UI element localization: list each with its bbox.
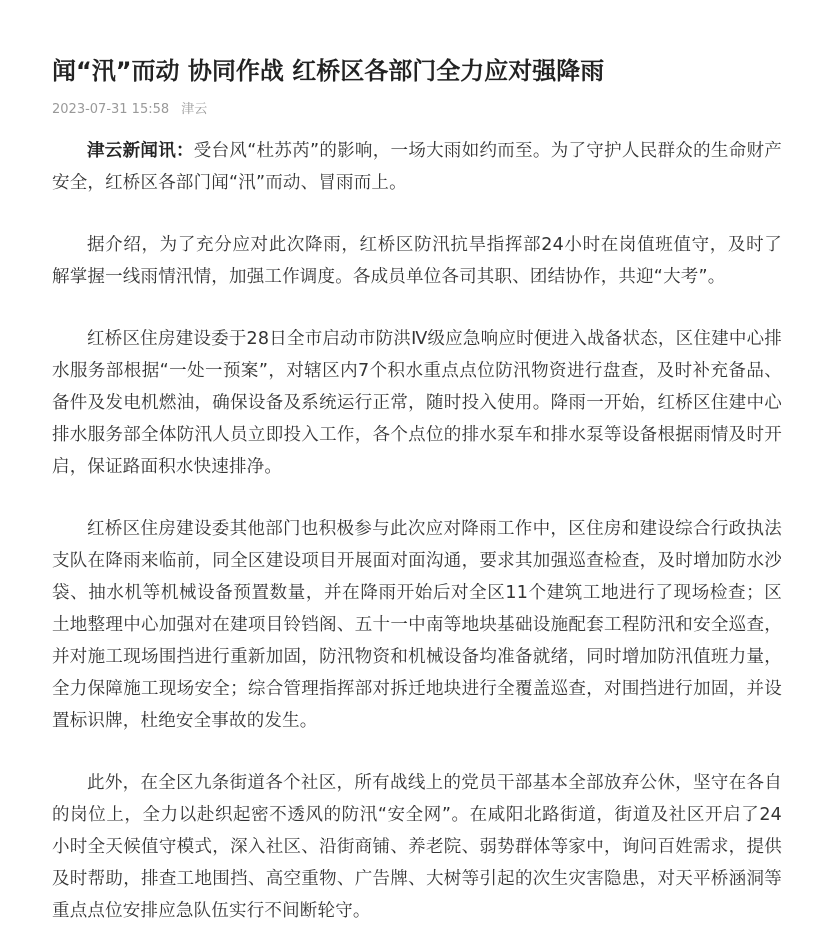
paragraph: 红桥区住房建设委其他部门也积极参与此次应对降雨工作中，区住房和建设综合行政执法支队在降雨来临前，同全区建设项目开展面对面沟通，要求其加强巡查检查，及时增加防水沙袋、抽水机等机械设备预置数量，并在降雨开始后对全区11个建筑工地进行了现场检查；区土地整理中心加强对在建项目铃铛阁、五十一中南等地块基础设施配套工程防汛和安全巡查，并对施工现场围挡进行重新加固，防汛物资和机械设备均准备就绪，同时增加防汛值班力量，全力保障施工现场安全；综合管理指挥部对拆迁地块进行全覆盖巡查，对围挡进行加固，并设置标识牌，杜绝安全事故的发生。	[52, 519, 782, 731]
paragraph: 据介绍，为了充分应对此次降雨，红桥区防汛抗旱指挥部24小时在岗值班值守，及时了解掌握一线雨情汛情，加强工作调度。各成员单位各司其职、团结协作，共迎“大考”。	[52, 235, 782, 287]
publish-date: 2023-07-31 15:58	[52, 102, 170, 117]
article	[52, 0, 782, 927]
paragraph: 此外，在全区九条街道各个社区，所有战线上的党员干部基本全部放弃公休，坚守在各自的岗位上，全力以赴织起密不透风的防汛“安全网”。在咸阳北路街道，街道及社区开启了24小时全天候值守模式，深入社区、沿街商铺、养老院、弱势群体等家中，询问百姓需求，提供及时帮助，排查工地围挡、高空重物、广告牌、大树等引起的次生灾害隐患，对天平桥涵洞等重点点位安排应急队伍实行不间断轮守。	[52, 773, 782, 921]
paragraph	[52, 135, 782, 199]
article-body	[52, 135, 782, 927]
article-source[interactable]: 津云	[181, 102, 208, 117]
lead-label: 津云新闻讯：	[87, 141, 194, 161]
article-meta	[52, 100, 782, 120]
paragraph-text: 受台风“杜苏芮”的影响，一场大雨如约而至。为了守护人民群众的生命财产安全，红桥区各部门闻“汛”而动、冒雨而上。	[52, 141, 782, 193]
paragraph: 红桥区住房建设委于28日全市启动市防洪Ⅳ级应急响应时便进入战备状态，区住建中心排水服务部根据“一处一预案”，对辖区内7个积水重点点位防汛物资进行盘查，及时补充备品、备件及发电机燃油，确保设备及系统运行正常，随时投入使用。降雨一开始，红桥区住建中心排水服务部全体防汛人员立即投入工作，各个点位的排水泵车和排水泵等设备根据雨情及时开启，保证路面积水快速排净。	[52, 329, 782, 477]
article-title: 闻“汛”而动 协同作战 红桥区各部门全力应对强降雨	[52, 57, 605, 85]
